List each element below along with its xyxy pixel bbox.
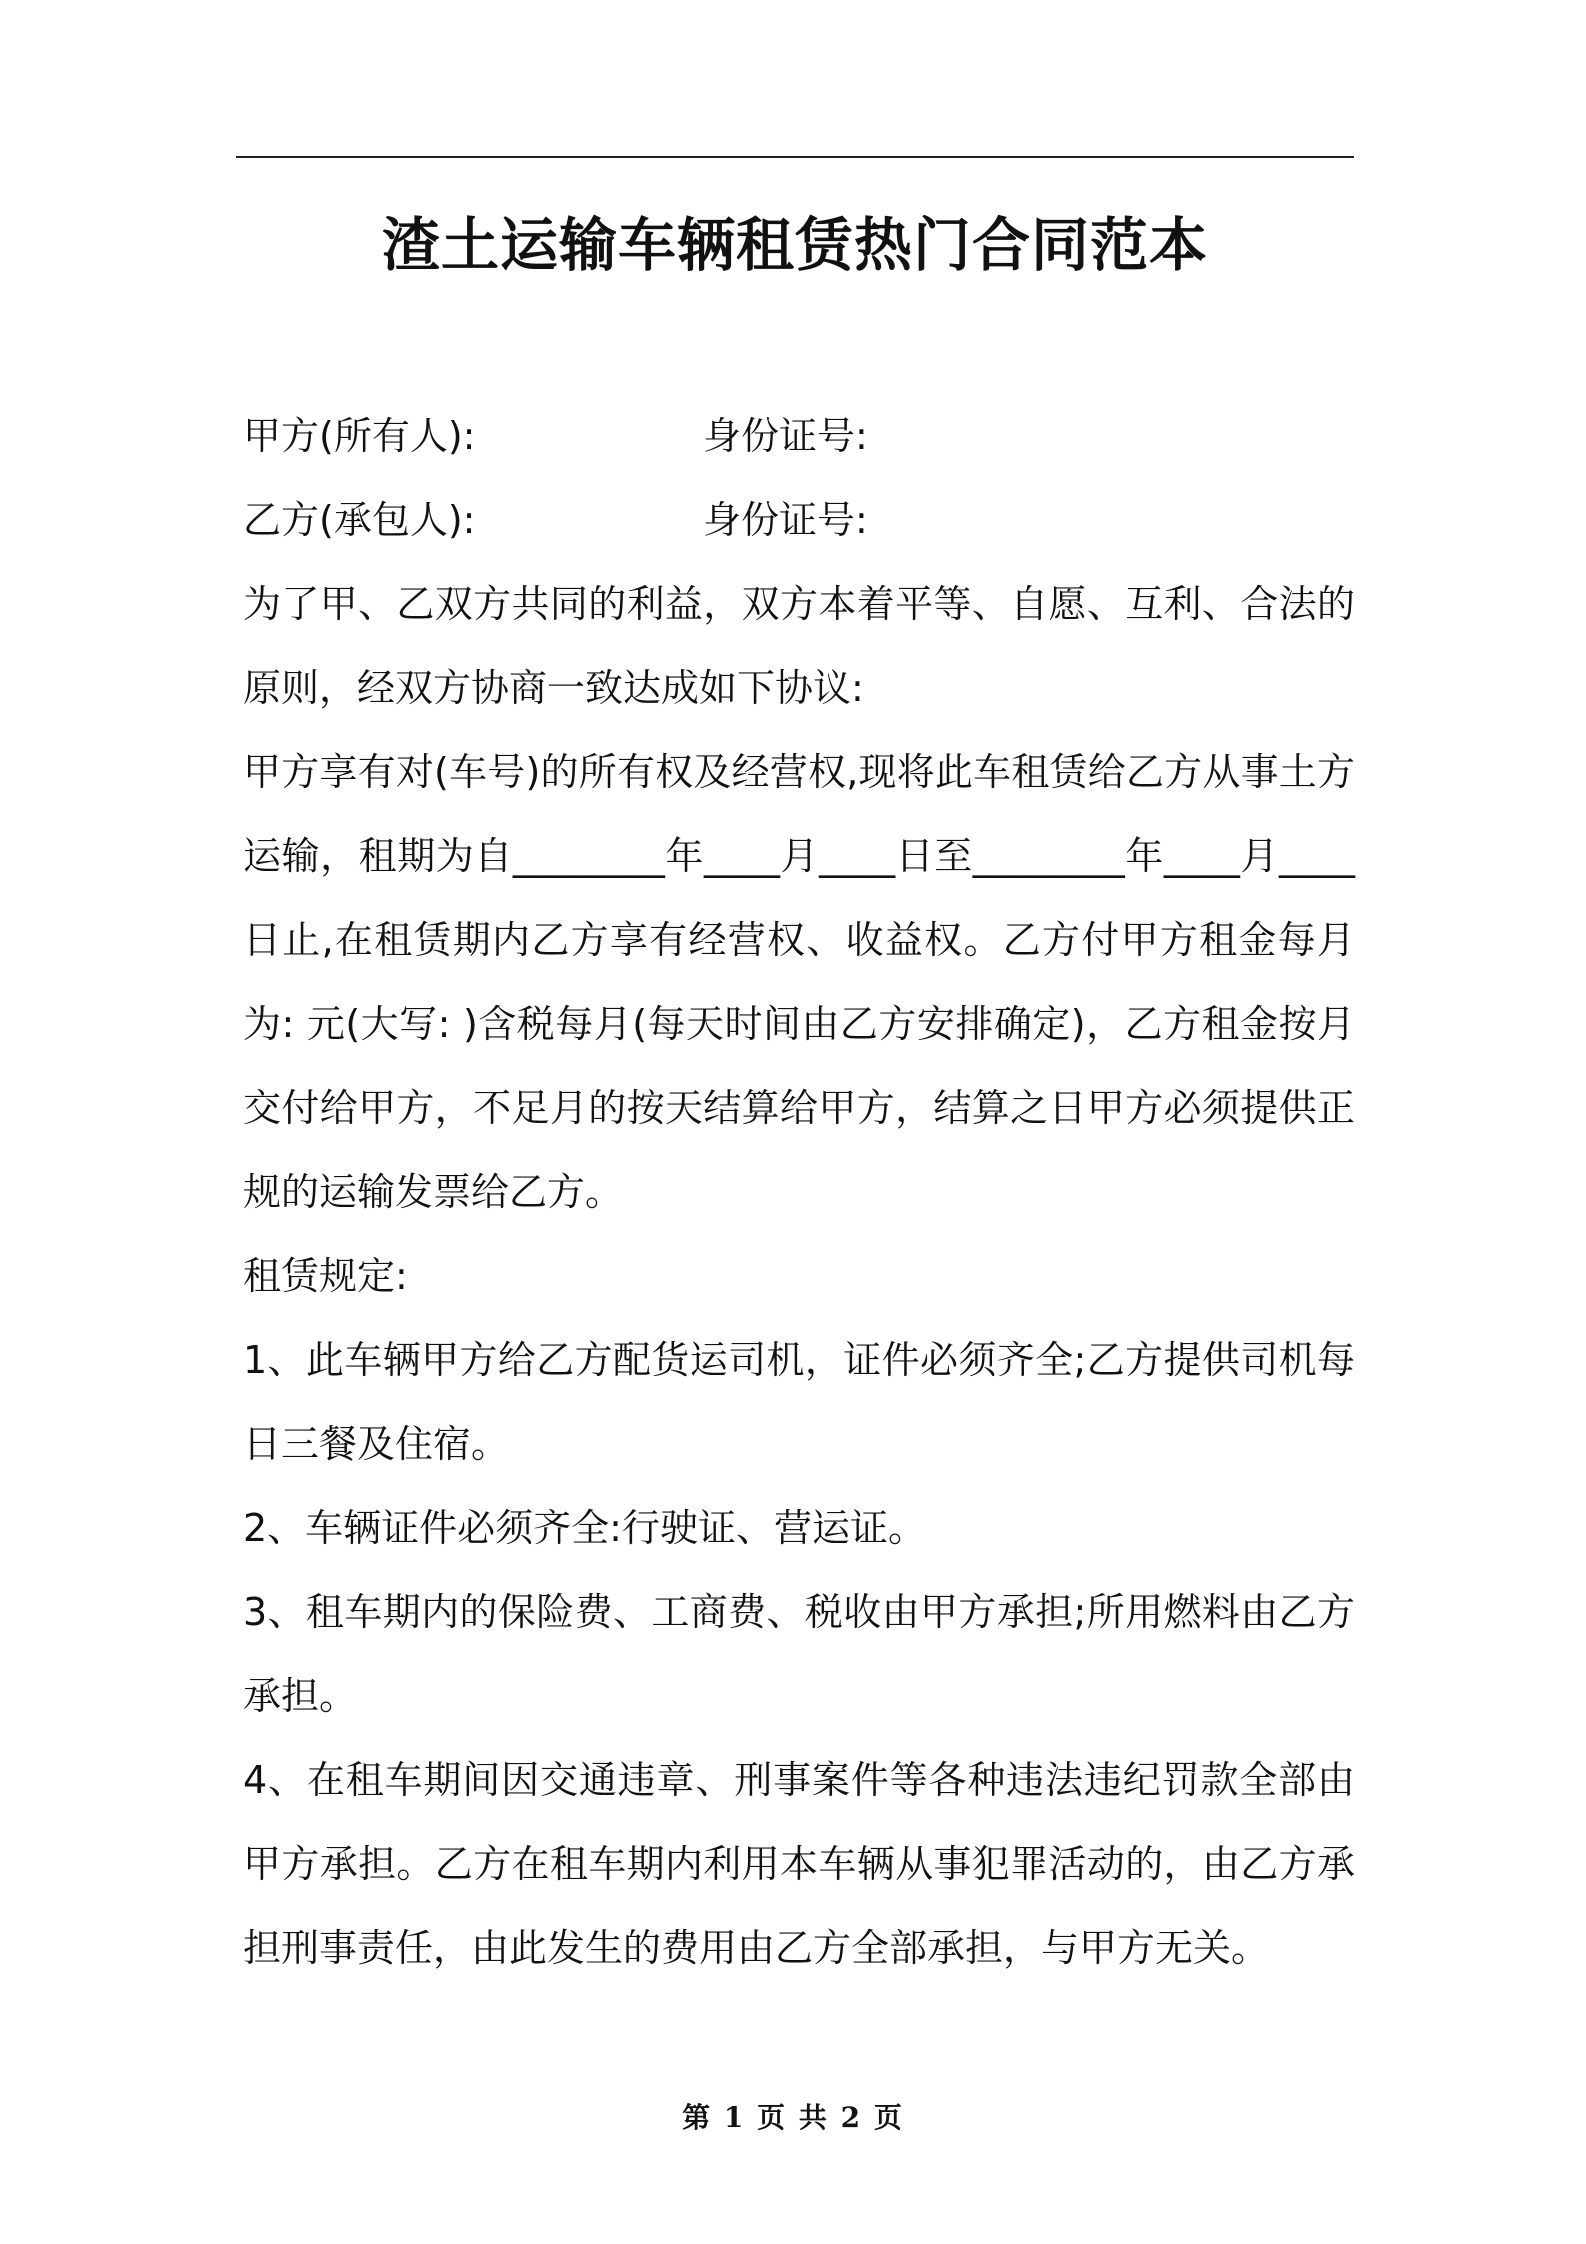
document-title: 渣土运输车辆租赁热门合同范本 [381,211,1208,279]
party-a-id-label: 身份证号: [703,414,868,458]
page-number-footer: 第 1 页 共 2 页 [682,2101,904,2134]
rule-item-1: 1、此车辆甲方给乙方配货运司机，证件必须齐全;乙方提供司机每日三餐及住宿。 [243,1338,1355,1466]
rules-heading: 租赁规定: [243,1254,408,1298]
party-b-row [243,478,1355,562]
header-rule [236,156,1354,158]
preamble-paragraph: 为了甲、乙双方共同的利益，双方本着平等、自愿、互利、合法的原则，经双方协商一致达成如下协议: [243,582,1355,710]
party-a-row [243,394,1355,478]
lease-terms-paragraph: 甲方享有对(车号)的所有权及经营权,现将此车租赁给乙方从事土方运输，租期为自________年____月____日至________年____月____日止,在租赁期内乙方享有经营权、收益权。乙方付甲方租金每月为: 元(大写: )含税每月(每天时间由乙方安排确定)，乙方租金按月交付给甲方，不足月的按天结算给甲方，结算之日甲方必须提供正规的运输发票给乙方。 [243,750,1355,1214]
party-b-id-label: 身份证号: [703,498,868,542]
party-b-label: 乙方(承包人): [243,498,476,542]
rule-item-3: 3、租车期内的保险费、工商费、税收由甲方承担;所用燃料由乙方承担。 [243,1590,1355,1718]
document-body [243,394,1355,1990]
party-a-label: 甲方(所有人): [243,414,476,458]
rule-item-4: 4、在租车期间因交通违章、刑事案件等各种违法违纪罚款全部由甲方承担。乙方在租车期内利用本车辆从事犯罪活动的，由乙方承担刑事责任，由此发生的费用由乙方全部承担，与甲方无关。 [243,1758,1355,1970]
rule-item-2: 2、车辆证件必须齐全:行驶证、营运证。 [243,1506,926,1550]
